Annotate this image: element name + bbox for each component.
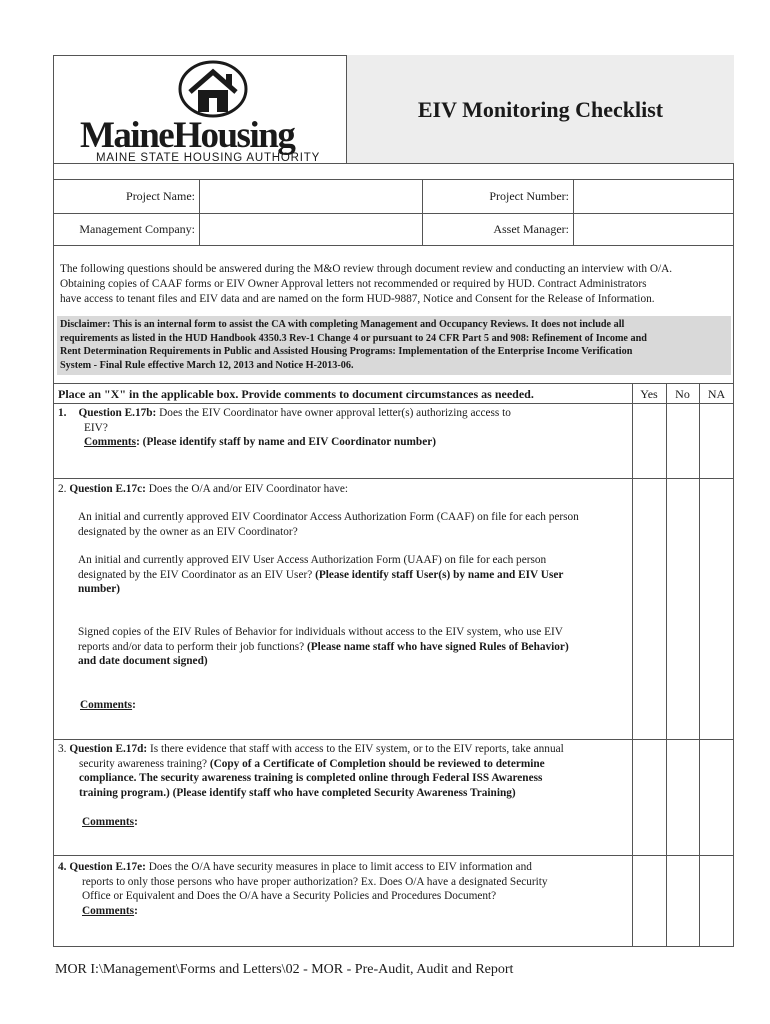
q3-comments bbox=[82, 815, 138, 830]
q1-yes-box[interactable] bbox=[634, 405, 665, 476]
col-header-no: No bbox=[675, 387, 690, 401]
q1-no-box[interactable] bbox=[668, 405, 698, 476]
q2-item-note: number) bbox=[78, 583, 121, 595]
disclaimer-line: Rent Determination Requirements in Public and Assisted Housing Programs: Implementation of the Enterprise Income Verification bbox=[60, 346, 633, 357]
q4-na-box[interactable] bbox=[701, 857, 733, 945]
q2-comments-label: Comments bbox=[80, 699, 133, 711]
q1-comments-label: Comments bbox=[84, 436, 137, 448]
q3-label: Question E.17d: bbox=[69, 743, 148, 755]
q2-item-note: and date document signed) bbox=[78, 655, 208, 667]
project-name-label: Project Name: bbox=[126, 189, 195, 203]
q3-text: Is there evidence that staff with access to the EIV system, or to the EIV reports, take annual bbox=[147, 743, 564, 755]
q4-label: Question E.17e: bbox=[69, 861, 146, 873]
q2-item-note: (Please name staff who have signed Rules of Behavior) bbox=[307, 640, 569, 653]
q2-item-rules bbox=[78, 625, 628, 669]
q4-comments-label: Comments bbox=[82, 904, 135, 917]
q1-number: 1. bbox=[58, 407, 67, 419]
q1-na-box[interactable] bbox=[701, 405, 733, 476]
q4-number: 4. bbox=[58, 861, 67, 873]
divider bbox=[666, 383, 667, 947]
intro-line: Obtaining copies of CAAF forms or EIV Owner Approval letters not recommended or required by HUD. Contract Administrators bbox=[60, 278, 647, 290]
divider bbox=[632, 383, 633, 947]
q4-no-box[interactable] bbox=[668, 857, 698, 945]
divider bbox=[53, 179, 734, 180]
disclaimer bbox=[57, 316, 731, 375]
q3-number: 3. bbox=[58, 743, 67, 755]
divider bbox=[53, 245, 734, 246]
divider bbox=[199, 179, 200, 245]
logo-wordmark: MaineHousing bbox=[80, 115, 295, 156]
question-2 bbox=[58, 482, 628, 497]
q2-text: Does the O/A and/or EIV Coordinator have: bbox=[145, 483, 349, 495]
project-name-field[interactable] bbox=[201, 181, 420, 211]
q2-item-caaf bbox=[78, 510, 628, 539]
q2-item-text: designated by the owner as an EIV Coordinator? bbox=[78, 525, 298, 538]
q2-item-text: An initial and currently approved EIV Coordinator Access Authorization Form (CAAF) on file for each person bbox=[78, 511, 579, 523]
q4-text: reports to only those persons who have proper authorization? Ex. Does O/A have a designated Security bbox=[82, 875, 548, 888]
q2-item-note: (Please identify staff User(s) by name and EIV User bbox=[315, 568, 564, 581]
intro-text bbox=[60, 262, 730, 307]
q3-note: compliance. The security awareness training is completed online through Federal ISS Awareness bbox=[79, 772, 543, 784]
q3-comments-label: Comments bbox=[82, 816, 135, 828]
q2-no-box[interactable] bbox=[668, 480, 698, 737]
q1-label: Question E.17b: bbox=[78, 407, 157, 419]
house-logo-icon bbox=[168, 58, 258, 118]
disclaimer-line: System - Final Rule effective March 12, 2013 and Notice H-2013-06. bbox=[60, 359, 354, 371]
intro-line: have access to tenant files and EIV data and are named on the form HUD-9887, Notice and Consent for the Release of Information. bbox=[60, 293, 655, 305]
divider bbox=[53, 478, 734, 479]
management-company-field[interactable] bbox=[201, 215, 420, 243]
table-instruction: Place an "X" in the applicable box. Provide comments to document circumstances as needed. bbox=[58, 387, 534, 401]
q3-no-box[interactable] bbox=[668, 741, 698, 853]
q3-na-box[interactable] bbox=[701, 741, 733, 853]
title-cell bbox=[346, 55, 734, 163]
asset-manager-field[interactable] bbox=[575, 215, 732, 243]
col-header-yes: Yes bbox=[640, 387, 658, 401]
q4-yes-box[interactable] bbox=[634, 857, 665, 945]
q3-note: training program.) (Please identify staff who have completed Security Awareness Training) bbox=[79, 786, 516, 799]
q3-note: (Copy of a Certificate of Completion should be reviewed to determine bbox=[209, 757, 545, 770]
q3-yes-box[interactable] bbox=[634, 741, 665, 853]
q4-text: Office or Equivalent and Does the O/A have a Security Policies and Procedures Document? bbox=[82, 890, 497, 902]
q1-text: EIV? bbox=[84, 421, 108, 434]
q2-comments bbox=[80, 698, 136, 713]
disclaimer-line: Disclaimer: This is an internal form to assist the CA with completing Management and Occupancy Reviews. It does not include all bbox=[60, 319, 625, 330]
project-number-label: Project Number: bbox=[489, 189, 569, 203]
q1-text: Does the EIV Coordinator have owner approval letter(s) authorizing access to bbox=[156, 407, 511, 419]
q2-item-text: designated by the EIV Coordinator as an EIV User? bbox=[78, 568, 316, 581]
q3-comments-colon: : bbox=[134, 816, 138, 828]
q2-number: 2. bbox=[58, 483, 67, 495]
intro-line: The following questions should be answered during the M&O review through document review and conducting an interview with O/A. bbox=[60, 263, 673, 275]
divider bbox=[699, 383, 700, 947]
q4-text: Does the O/A have security measures in place to limit access to EIV information and bbox=[145, 861, 532, 873]
q2-item-text: reports and/or data to perform their job functions? bbox=[78, 640, 308, 653]
q3-text: security awareness training? bbox=[79, 757, 210, 770]
divider bbox=[53, 739, 734, 740]
q1-comments-note: : (Please identify staff by name and EIV Coordinator number) bbox=[136, 436, 436, 448]
disclaimer-line: requirements as listed in the HUD Handbook 4350.3 Rev-1 Change 4 or pursuant to 24 CFR Part 5 and 908: Refinement of Income and bbox=[60, 332, 647, 344]
divider bbox=[422, 179, 423, 245]
page-title: EIV Monitoring Checklist bbox=[417, 97, 664, 122]
management-company-label: Management Company: bbox=[79, 222, 195, 236]
q2-label: Question E.17c: bbox=[69, 483, 146, 495]
q2-comments-colon: : bbox=[132, 699, 136, 711]
divider bbox=[53, 213, 734, 214]
col-header-na: NA bbox=[707, 387, 726, 401]
question-3 bbox=[58, 742, 628, 800]
q2-item-text: An initial and currently approved EIV User Access Authorization Form (UAAF) on file for each person bbox=[78, 554, 547, 566]
q2-item-text: Signed copies of the EIV Rules of Behavior for individuals without access to the EIV system, who use EIV bbox=[78, 626, 563, 638]
divider bbox=[53, 163, 734, 164]
q2-yes-box[interactable] bbox=[634, 480, 665, 737]
question-1 bbox=[58, 406, 628, 450]
divider bbox=[573, 179, 574, 245]
project-number-field[interactable] bbox=[575, 181, 732, 211]
asset-manager-label: Asset Manager: bbox=[493, 222, 569, 236]
divider bbox=[53, 855, 734, 856]
footer-path: MOR I:\Management\Forms and Letters\02 - MOR - Pre-Audit, Audit and Report bbox=[55, 962, 514, 977]
question-4 bbox=[58, 860, 628, 918]
q2-item-uaaf bbox=[78, 553, 628, 597]
q4-comments-colon: : bbox=[134, 904, 138, 917]
logo-subtitle: MAINE STATE HOUSING AUTHORITY bbox=[96, 152, 321, 164]
q2-na-box[interactable] bbox=[701, 480, 733, 737]
